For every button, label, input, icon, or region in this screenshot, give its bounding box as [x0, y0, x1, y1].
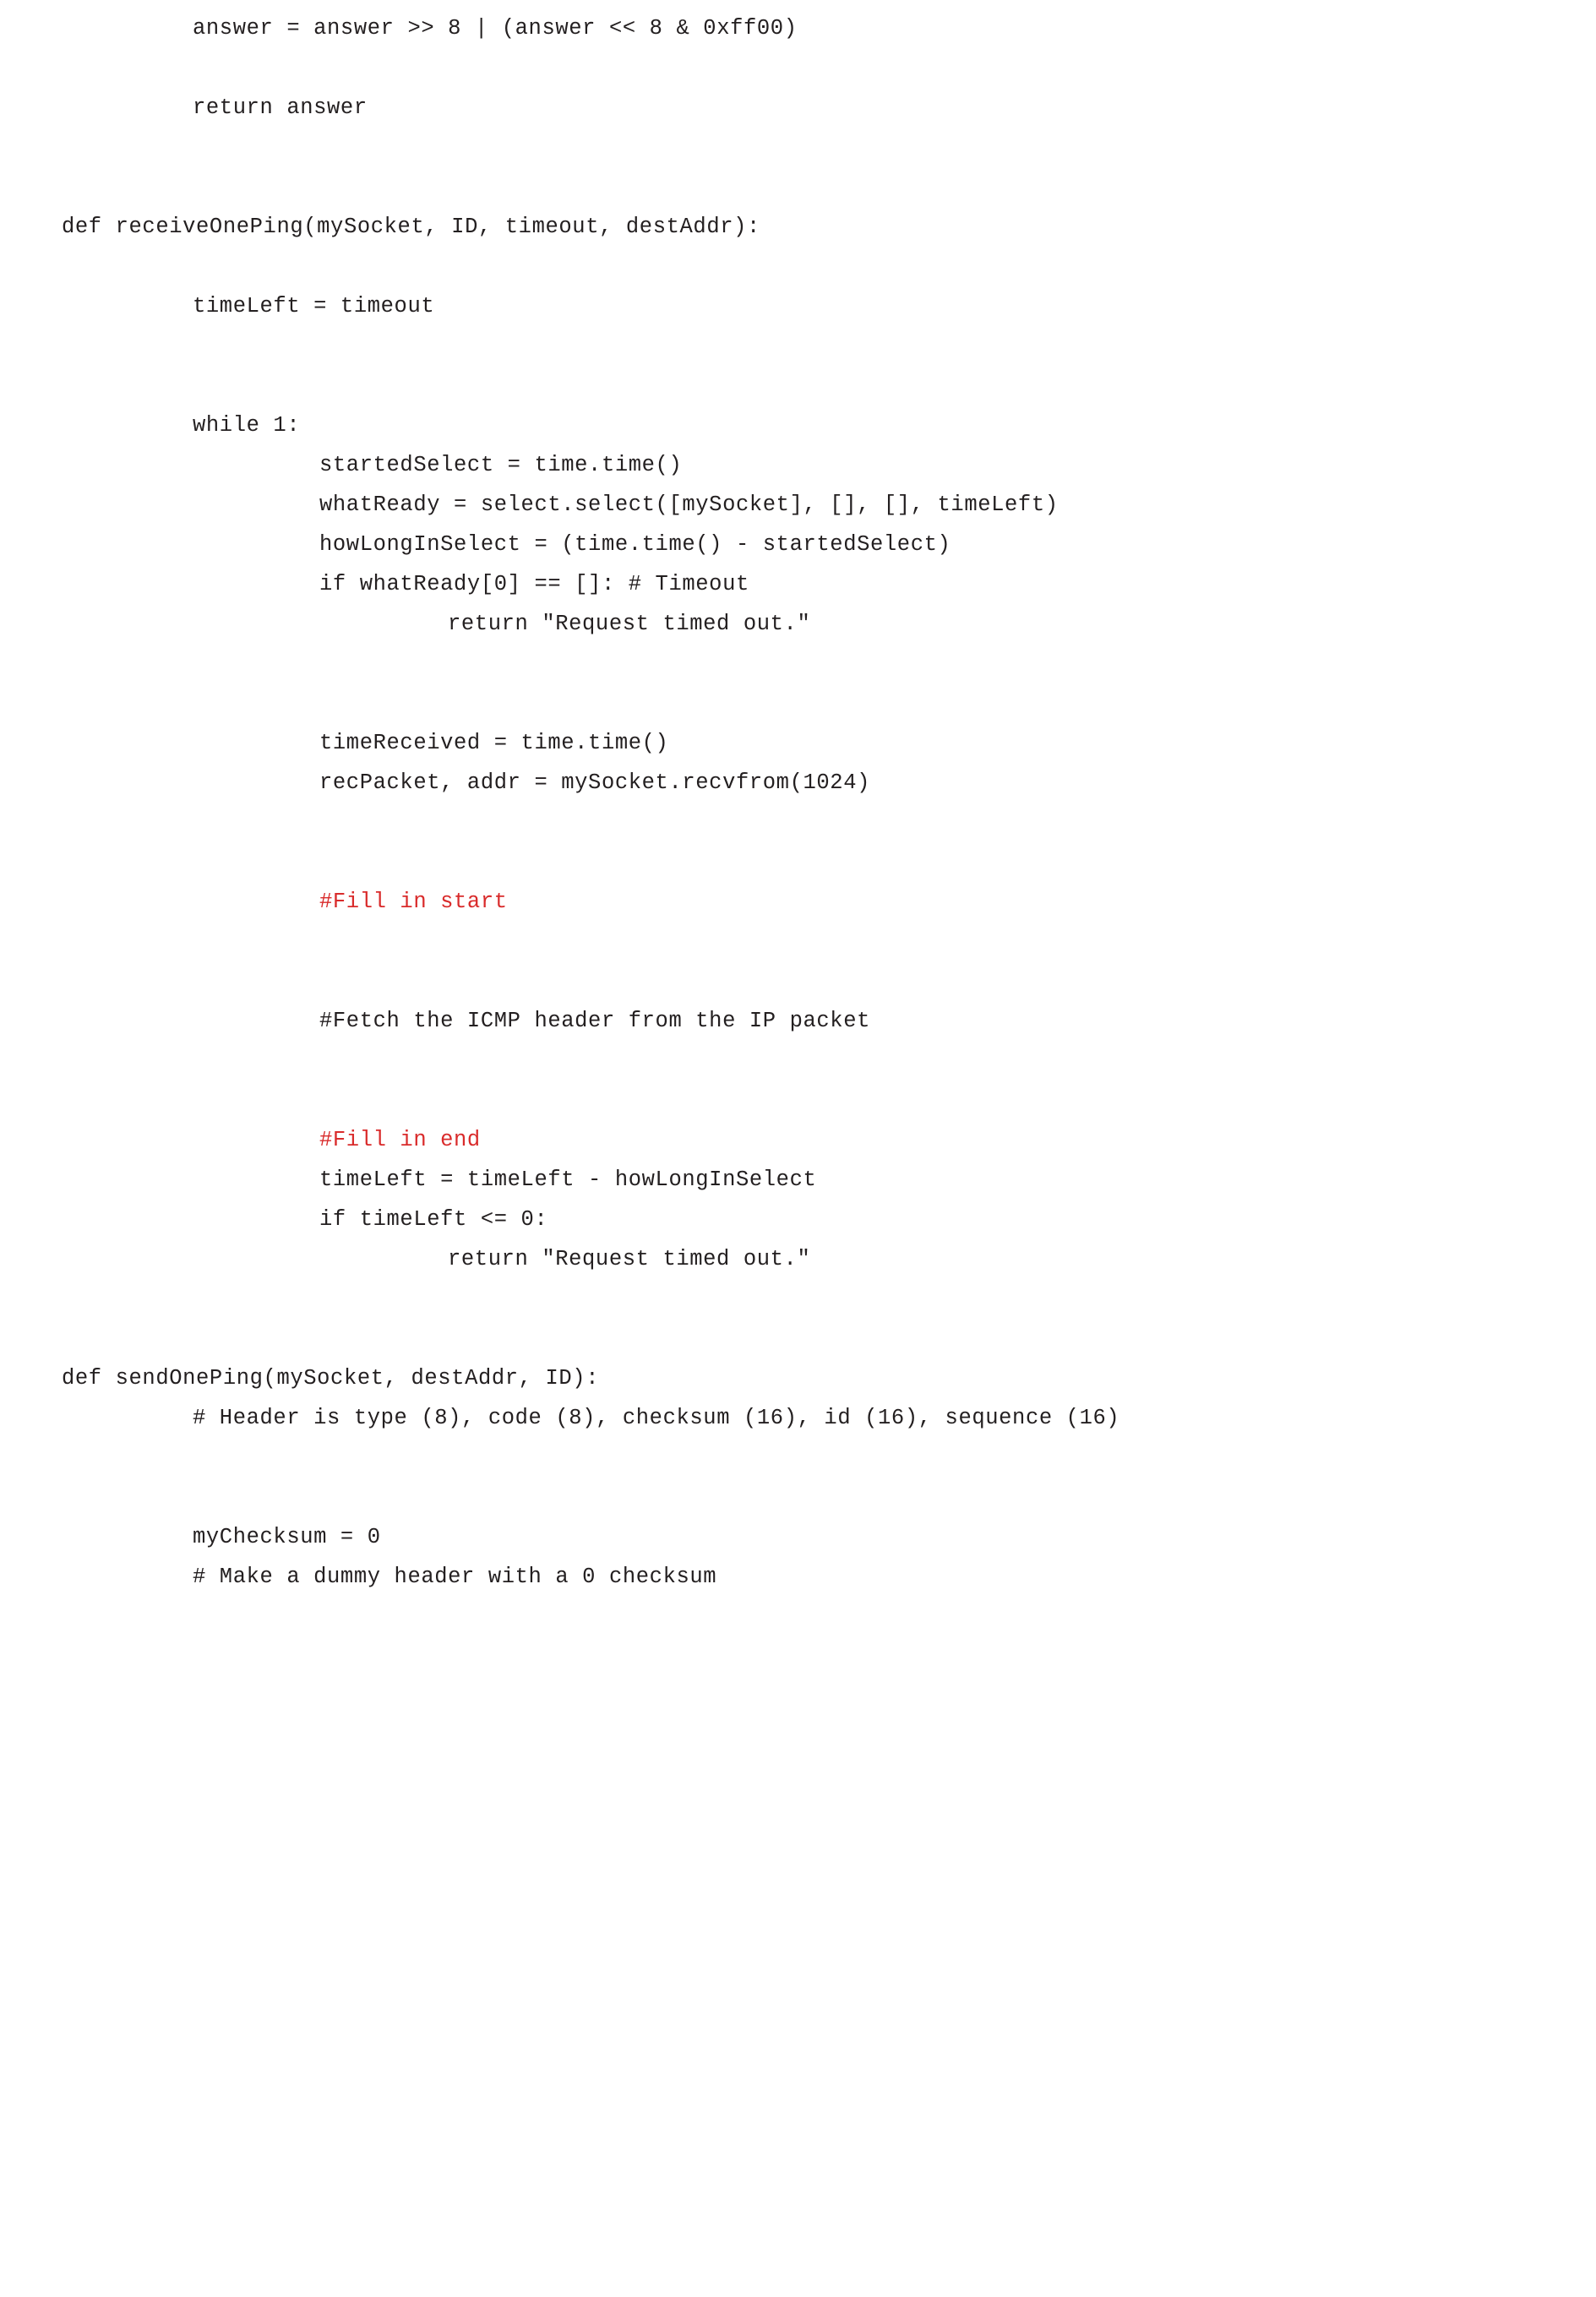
- code-line-blank: [0, 326, 1596, 366]
- code-line: recPacket, addr = mySocket.recvfrom(1024): [319, 770, 871, 795]
- code-line-blank: [0, 1080, 1596, 1120]
- code-line-blank: [0, 48, 1596, 88]
- code-line: def sendOnePing(mySocket, destAddr, ID):: [62, 1365, 600, 1391]
- code-line: return "Request timed out.": [448, 1246, 811, 1271]
- code-line-blank: [0, 167, 1596, 207]
- code-line: #Fill in start: [319, 889, 508, 914]
- code-line-blank: [0, 1041, 1596, 1080]
- code-line: myChecksum = 0: [193, 1524, 381, 1549]
- code-line-blank: [0, 1478, 1596, 1517]
- code-line-blank: [0, 683, 1596, 723]
- code-line: def receiveOnePing(mySocket, ID, timeout, destAddr):: [62, 214, 760, 239]
- code-line-blank: [0, 1279, 1596, 1319]
- code-line: startedSelect = time.time(): [319, 452, 683, 477]
- code-line-blank: [0, 247, 1596, 286]
- code-line: return "Request timed out.": [448, 611, 811, 636]
- code-line-blank: [0, 128, 1596, 167]
- code-line: #Fetch the ICMP header from the IP packet: [319, 1008, 871, 1033]
- code-line-blank: [0, 922, 1596, 961]
- code-line-blank: [0, 803, 1596, 842]
- code-line: howLongInSelect = (time.time() - startedSelect): [319, 531, 951, 557]
- code-line-blank: [0, 842, 1596, 882]
- code-line-blank: [0, 961, 1596, 1001]
- code-line: return answer: [193, 95, 368, 120]
- code-line: # Header is type (8), code (8), checksum (16), id (16), sequence (16): [193, 1405, 1120, 1430]
- code-line: while 1:: [193, 412, 301, 438]
- code-line: timeLeft = timeLeft - howLongInSelect: [319, 1167, 817, 1192]
- code-line-blank: [0, 1319, 1596, 1358]
- code-line: #Fill in end: [319, 1127, 481, 1152]
- code-line: answer = answer >> 8 | (answer << 8 & 0xff00): [193, 15, 798, 41]
- code-line: if timeLeft <= 0:: [319, 1206, 548, 1232]
- code-line: whatReady = select.select([mySocket], [], [], timeLeft): [319, 492, 1059, 517]
- code-line-blank: [0, 366, 1596, 406]
- code-line-blank: [0, 644, 1596, 683]
- code-line: timeLeft = timeout: [193, 293, 435, 318]
- code-line: timeReceived = time.time(): [319, 730, 669, 755]
- code-line: if whatReady[0] == []: # Timeout: [319, 571, 749, 596]
- code-line: # Make a dummy header with a 0 checksum: [193, 1564, 717, 1589]
- code-line-blank: [0, 1438, 1596, 1478]
